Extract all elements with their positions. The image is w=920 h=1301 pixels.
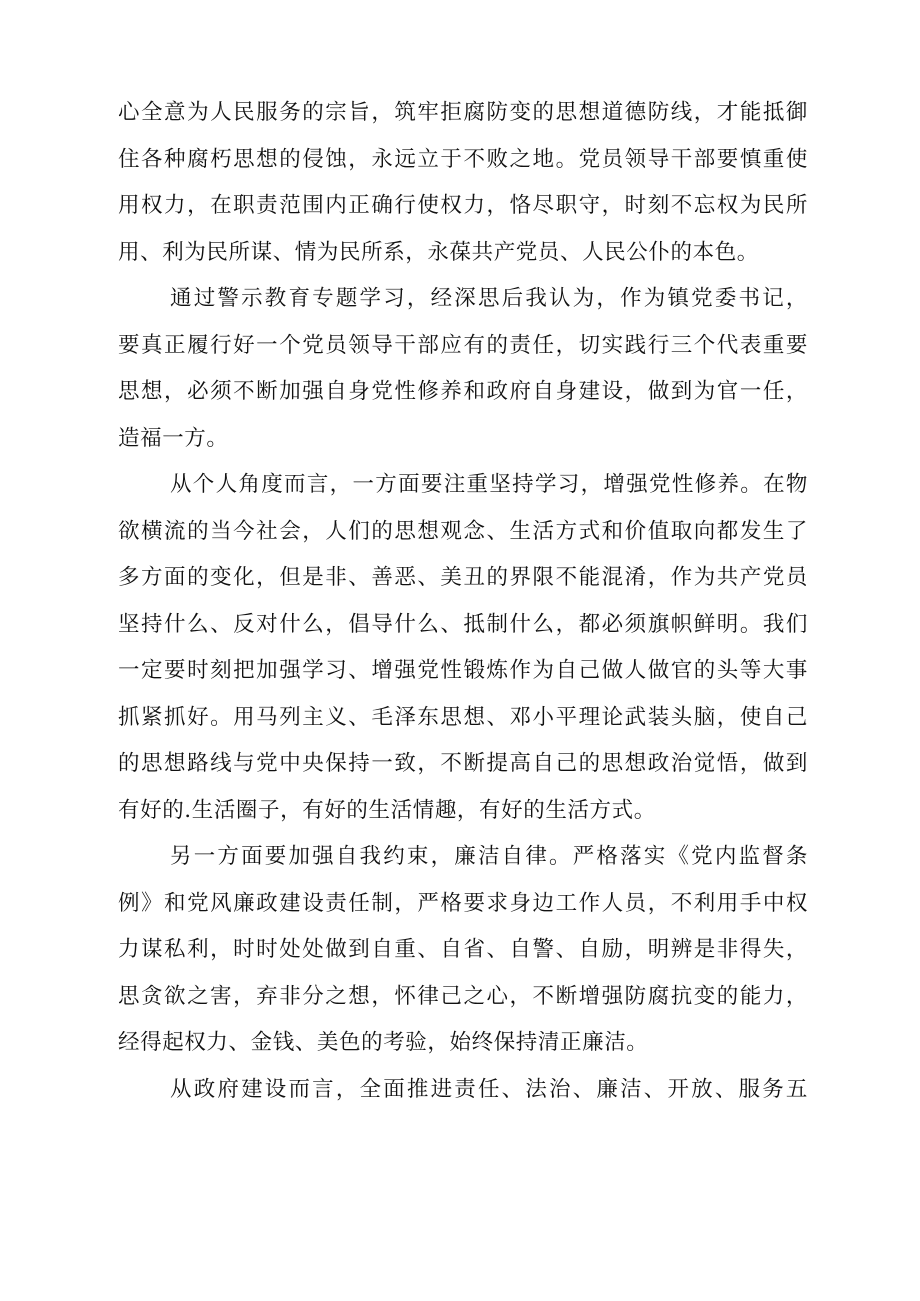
text-line: 例》和党风廉政建设责任制，严格要求身边工作人员，不利用手中权 — [118, 890, 808, 916]
text-line: 多方面的变化，但是非、善恶、美丑的界限不能混淆，作为共产党员 — [118, 565, 808, 590]
paragraph-continuation — [118, 90, 808, 276]
document-body — [118, 90, 808, 1113]
text-line: 坚持什么、反对什么，倡导什么、抵制什么，都必须旗帜鲜明。我们 — [118, 611, 808, 637]
text-line: 心全意为人民服务的宗旨，筑牢拒腐防变的思想道德防线，才能抵御 — [118, 100, 808, 125]
text-line: 用、利为民所谋、情为民所系，永葆共产党员、人民公仆的本色。 — [118, 239, 759, 265]
text-line: 通过警示教育专题学习，经深思后我认为，作为镇党委书记， — [170, 286, 808, 311]
text-line: 要真正履行好一个党员领导干部应有的责任，切实践行三个代表重要 — [118, 332, 808, 358]
text-line: 思想，必须不断加强自身党性修养和政府自身建设，做到为官一任， — [118, 379, 808, 404]
text-line: 力谋私利，时时处处做到自重、自省、自警、自励，明辨是非得失， — [118, 937, 808, 962]
text-line: 从政府建设而言，全面推进责任、法治、廉洁、开放、服务五 — [170, 1076, 808, 1102]
text-line: 一定要时刻把加强学习、增强党性锻炼作为自己做人做官的头等大事 — [118, 658, 808, 683]
text-line: 抓紧抓好。用马列主义、毛泽东思想、邓小平理论武装头脑，使自己 — [118, 704, 808, 730]
text-line: 从个人角度而言，一方面要注重坚持学习，增强党性修养。在物 — [170, 472, 808, 497]
text-line: 住各种腐朽思想的侵蚀，永远立于不败之地。党员领导干部要慎重使 — [118, 146, 808, 172]
text-line: 另一方面要加强自我约束，廉洁自律。严格落实《党内监督条 — [170, 844, 808, 869]
paragraph-personal-perspective — [118, 462, 808, 834]
paragraph-self-discipline — [118, 834, 808, 1067]
text-line: 欲横流的当今社会，人们的思想观念、生活方式和价值取向都发生了 — [118, 518, 808, 544]
text-line: 造福一方。 — [118, 425, 229, 451]
text-line: 有好的.生活圈子，有好的生活情趣，有好的生活方式。 — [118, 797, 656, 823]
paragraph-government-building — [118, 1067, 808, 1114]
text-line: 思贪欲之害，弃非分之想，怀律己之心，不断增强防腐抗变的能力， — [118, 983, 808, 1009]
paragraph-study-conclusion — [118, 276, 808, 462]
text-line: 用权力，在职责范围内正确行使权力，恪尽职守，时刻不忘权为民所 — [118, 193, 808, 218]
text-line: 的思想路线与党中央保持一致，不断提高自己的思想政治觉悟，做到 — [118, 751, 808, 776]
text-line: 经得起权力、金钱、美色的考验，始终保持清正廉洁。 — [118, 1030, 649, 1055]
